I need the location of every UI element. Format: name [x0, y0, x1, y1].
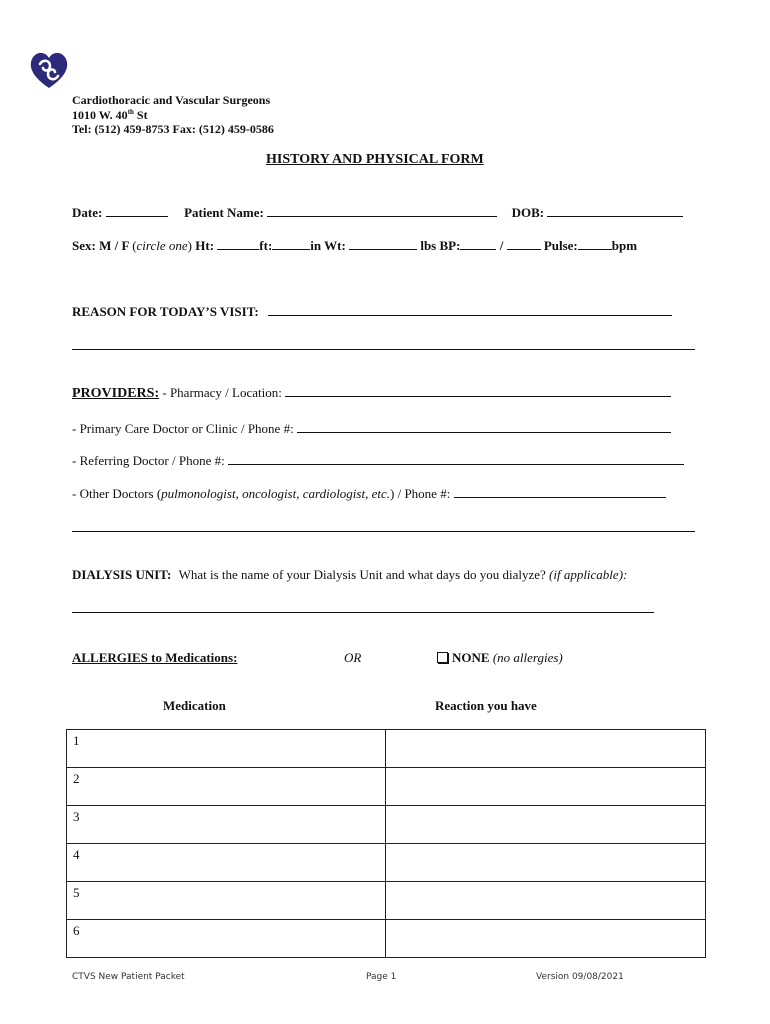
pharmacy-field[interactable] — [285, 385, 671, 397]
height-ft-field[interactable] — [217, 238, 259, 250]
reaction-header: Reaction you have — [435, 698, 537, 713]
sex-label: Sex: — [72, 238, 96, 253]
bp-slash: / — [499, 238, 504, 253]
other-doctors-field-line-2[interactable] — [72, 531, 695, 532]
primary-care-row — [72, 421, 671, 437]
dialysis-field[interactable] — [72, 612, 654, 613]
height-in-field[interactable] — [272, 238, 310, 250]
allergies-label: ALLERGIES to Medications: — [72, 650, 238, 665]
medication-cell[interactable]: 1 — [67, 730, 386, 768]
no-allergies-option[interactable] — [437, 650, 563, 666]
dob-label: DOB: — [511, 205, 545, 220]
medication-cell[interactable]: 6 — [67, 920, 386, 958]
medication-cell[interactable]: 5 — [67, 882, 386, 920]
reaction-cell[interactable] — [386, 882, 706, 920]
other-doctors-label: - Other Doctors (pulmonologist, oncologist, cardiologist, etc.) / Phone #: — [72, 486, 451, 501]
or-label: OR — [344, 650, 362, 665]
reason-row — [72, 304, 672, 320]
no-allergies-note: (no allergies) — [492, 650, 563, 665]
medication-cell[interactable]: 3 — [67, 806, 386, 844]
none-label: NONE — [452, 650, 490, 665]
bpm-label: bpm — [611, 238, 638, 253]
patient-name-label: Patient Name: — [184, 205, 264, 220]
other-doctors-row — [72, 486, 666, 502]
pulse-label: Pulse: — [543, 238, 578, 253]
dialysis-question: What is the name of your Dialysis Unit and what days do you dialyze? — [178, 567, 546, 582]
reason-label: REASON FOR TODAY’S VISIT: — [72, 304, 259, 319]
other-doctors-field[interactable] — [454, 486, 666, 498]
ht-label: Ht: — [195, 238, 215, 253]
referring-row — [72, 453, 684, 469]
primary-care-field[interactable] — [297, 421, 671, 433]
bp-label: BP: — [439, 238, 461, 253]
lbs-label: lbs — [420, 238, 437, 253]
footer-version: Version 09/08/2021 — [536, 972, 624, 982]
vitals-row: Sex: M / F (circle one) Ht: ft: in Wt: lbs BP: / Pulse: bpm — [72, 238, 638, 253]
practice-name: Cardiothoracic and Vascular Surgeons — [72, 93, 271, 107]
medication-header: Medication — [163, 698, 226, 713]
referring-field[interactable] — [228, 453, 684, 465]
in-label: in — [310, 238, 322, 253]
reaction-cell[interactable] — [386, 730, 706, 768]
pharmacy-row — [72, 385, 671, 402]
reaction-cell[interactable] — [386, 806, 706, 844]
reaction-cell[interactable] — [386, 768, 706, 806]
allergy-table — [66, 729, 706, 958]
reaction-cell[interactable] — [386, 844, 706, 882]
referring-label: - Referring Doctor / Phone #: — [72, 453, 225, 468]
table-row — [67, 920, 706, 958]
practice-address: 1010 W. 40th St — [72, 108, 148, 122]
dialysis-row — [72, 567, 627, 583]
patient-name-field[interactable] — [267, 205, 497, 217]
date-row — [72, 205, 683, 221]
pharmacy-label: - Pharmacy / Location: — [159, 385, 282, 400]
dialysis-applicable-note: (if applicable): — [549, 567, 628, 582]
dialysis-label: DIALYSIS UNIT: — [72, 567, 172, 582]
form-title: HISTORY AND PHYSICAL FORM — [266, 152, 484, 167]
medication-cell[interactable]: 2 — [67, 768, 386, 806]
weight-field[interactable] — [349, 238, 417, 250]
table-row — [67, 730, 706, 768]
providers-heading: PROVIDERS: — [72, 386, 160, 401]
date-label: Date: — [72, 205, 103, 220]
date-field[interactable] — [106, 205, 168, 217]
reason-field[interactable] — [268, 304, 672, 316]
reason-field-line-2[interactable] — [72, 349, 695, 350]
footer-page: Page 1 — [366, 972, 397, 982]
wt-label: Wt: — [324, 238, 346, 253]
bp-diastolic-field[interactable] — [507, 238, 541, 250]
medication-cell[interactable]: 4 — [67, 844, 386, 882]
table-row — [67, 806, 706, 844]
table-row — [67, 844, 706, 882]
pulse-field[interactable] — [578, 238, 612, 250]
circle-one-note: circle one — [136, 238, 188, 253]
table-row — [67, 882, 706, 920]
sex-options[interactable]: M / F — [99, 238, 129, 253]
bp-systolic-field[interactable] — [460, 238, 496, 250]
practice-tel-fax: Tel: (512) 459-8753 Fax: (512) 459-0586 — [72, 122, 274, 136]
dob-field[interactable] — [547, 205, 683, 217]
practice-logo-icon — [28, 50, 70, 90]
checkbox-icon[interactable] — [437, 652, 448, 663]
reaction-cell[interactable] — [386, 920, 706, 958]
footer-left: CTVS New Patient Packet — [72, 972, 185, 982]
ft-label: ft: — [259, 238, 273, 253]
primary-care-label: - Primary Care Doctor or Clinic / Phone #: — [72, 421, 294, 436]
table-row — [67, 768, 706, 806]
